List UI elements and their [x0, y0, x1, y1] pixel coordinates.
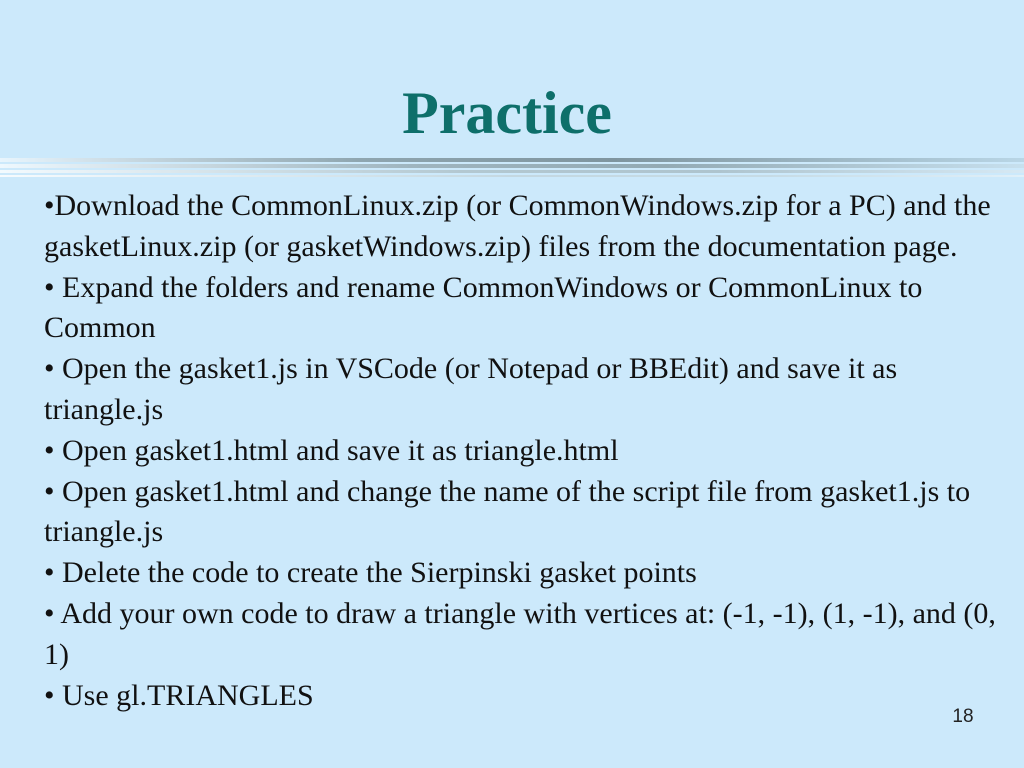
list-item: • Open gasket1.html and save it as triangle.html [44, 433, 619, 467]
bullet-list [44, 186, 1019, 716]
page-number: 18 [952, 706, 974, 727]
slide-title: Practice [402, 80, 612, 146]
title-divider [0, 158, 1024, 180]
list-item: • Expand the folders and rename CommonWindows or CommonLinux to Common [44, 270, 923, 345]
list-item: • Delete the code to create the Sierpinski gasket points [44, 556, 697, 590]
list-item: • Open gasket1.html and change the name of the script file from gasket1.js to triangle.js [44, 474, 971, 549]
list-item: • Open the gasket1.js in VSCode (or Notepad or BBEdit) and save it as triangle.js [44, 352, 898, 426]
list-item: •Download the CommonLinux.zip (or CommonWindows.zip for a PC) and the gasketLinux.zip (or gasketWindows.zip) files from the documentation page. [44, 189, 991, 263]
list-item: • Use gl.TRIANGLES [44, 678, 314, 712]
list-item: • Add your own code to draw a triangle with vertices at: (-1, -1), (1, -1), and (0, 1) [44, 596, 996, 671]
